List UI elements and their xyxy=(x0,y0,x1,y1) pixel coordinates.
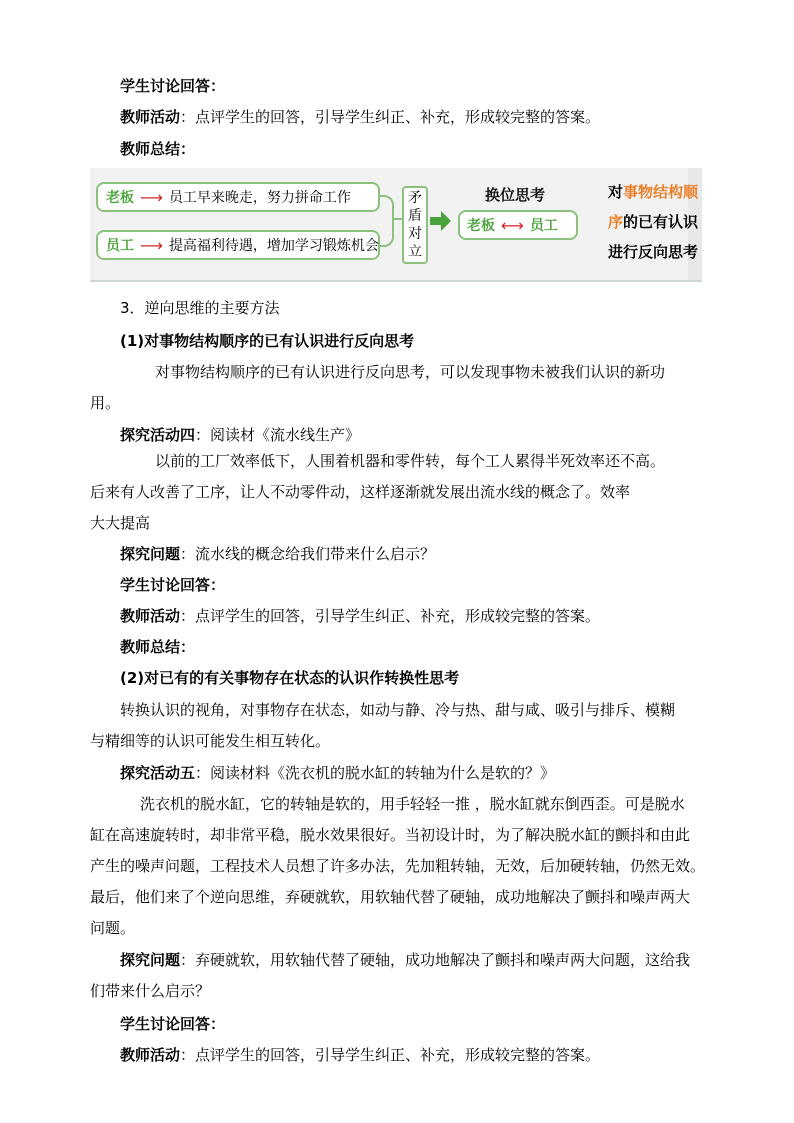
activity5-line xyxy=(120,763,710,783)
bracket-connector xyxy=(378,195,394,247)
activity4-line xyxy=(120,425,710,445)
a4-line3: 大大提高 xyxy=(90,514,151,532)
right-text-1a: 对 xyxy=(608,183,624,201)
activity4-label: 探究活动四 xyxy=(120,426,196,444)
left-right-arrow-icon: ⟷ xyxy=(501,215,524,235)
subheading-1: (1)对事物结构顺序的已有认识进行反向思考 xyxy=(120,332,415,350)
right-text-line-3: 进行反向思考 xyxy=(608,243,699,261)
para2-line1: 转换认识的视角，对事物存在状态，如动与静、冷与热、甜与咸、吸引与排斥、模糊 xyxy=(120,701,676,719)
q4-line xyxy=(120,544,710,564)
conflict-char: 矛 xyxy=(408,190,422,206)
teacher-summary-label-1: 教师总结： xyxy=(120,140,196,158)
boss-demand: 员工早来晚走，努力拼命工作 xyxy=(168,190,351,206)
right-text-line-1 xyxy=(608,181,698,202)
activity4-text: ：阅读材《流水线生产》 xyxy=(195,426,361,444)
student-answer-label-3: 学生讨论回答： xyxy=(120,1015,226,1033)
right-text-2b: 的已有认识 xyxy=(623,213,699,231)
bracket-stem xyxy=(394,218,402,220)
q5-text-1: ：弃硬就软，用软轴代替了硬轴，成功地解决了颤抖和噪声两大问题，这给我 xyxy=(180,951,691,969)
activity5-label: 探究活动五 xyxy=(120,764,196,782)
teacher-activity-text: ：点评学生的回答，引导学生纠正、补充，形成较完整的答案。 xyxy=(180,108,601,126)
teacher-activity-label: 教师活动 xyxy=(120,607,181,625)
right-arrow-icon: ⟶ xyxy=(140,235,163,255)
right-arrow-icon: ⟶ xyxy=(140,187,163,207)
para1-line1: 对事物结构顺序的已有认识进行反向思考，可以发现事物未被我们认识的新功 xyxy=(155,363,666,381)
a5-line5: 问题。 xyxy=(90,919,136,937)
swap-left-label: 老板 xyxy=(467,218,495,234)
teacher-activity-label: 教师活动 xyxy=(120,108,181,126)
para2-line2: 与精细等的认识可能发生相互转化。 xyxy=(90,732,331,750)
employee-row xyxy=(96,230,380,260)
conflict-char: 对 xyxy=(408,226,422,242)
q4-text: ：流水线的概念给我们带来什么启示？ xyxy=(180,545,436,563)
q4-label: 探究问题 xyxy=(120,545,181,563)
q5-line1 xyxy=(120,950,710,970)
subheading-2: (2)对已有的有关事物存在状态的认识作转换性思考 xyxy=(120,669,460,687)
teacher-activity-line-2 xyxy=(120,606,710,626)
swap-right-label: 员工 xyxy=(529,218,558,234)
a5-line3: 产生的噪声问题，工程技术人员想了许多办法，先加粗转轴，无效，后加硬转轴，仍然无效。 xyxy=(90,857,706,875)
conflict-char: 盾 xyxy=(408,208,422,224)
boss-label: 老板 xyxy=(106,190,134,206)
activity5-text: ：阅读材料《洗衣机的脱水缸的转轴为什么是软的？》 xyxy=(195,764,556,782)
para1-line2: 用。 xyxy=(90,394,121,412)
teacher-activity-text: ：点评学生的回答，引导学生纠正、补充，形成较完整的答案。 xyxy=(180,1046,601,1064)
green-arrow-icon xyxy=(430,210,452,232)
student-answer-label-1: 学生讨论回答： xyxy=(120,77,226,95)
section-heading: 3．逆向思维的主要方法 xyxy=(120,299,280,317)
teacher-activity-line-3 xyxy=(120,1045,710,1065)
conflict-box xyxy=(402,186,428,264)
right-text-2a: 序 xyxy=(608,213,624,231)
a5-line2: 缸在高速旋转时，却非常平稳，脱水效果很好。当初设计时，为了解决脱水缸的颤抖和由此 xyxy=(90,826,691,844)
teacher-activity-label: 教师活动 xyxy=(120,1046,181,1064)
a5-line1: 洗衣机的脱水缸，它的转轴是软的，用手轻轻一推 ，脱水缸就东倒西歪。可是脱水 xyxy=(140,795,685,813)
swap-box xyxy=(458,210,578,240)
teacher-activity-line-1 xyxy=(120,107,710,127)
teacher-activity-text: ：点评学生的回答，引导学生纠正、补充，形成较完整的答案。 xyxy=(180,607,601,625)
right-text-1b: 事物结构顺 xyxy=(623,183,699,201)
q5-line2: 们带来什么启示？ xyxy=(90,982,211,1000)
a5-line4: 最后，他们来了个逆向思维，弃硬就软，用软轴代替了硬轴，成功地解决了颤抖和噪声两大 xyxy=(90,888,691,906)
student-answer-label-2: 学生讨论回答： xyxy=(120,576,226,594)
q5-label: 探究问题 xyxy=(120,951,181,969)
teacher-summary-label-2: 教师总结： xyxy=(120,638,196,656)
a4-line2: 后来有人改善了工序，让人不动零件动，这样逐渐就发展出流水线的概念了。效率 xyxy=(90,483,631,501)
swap-title: 换位思考 xyxy=(485,186,546,204)
summary-diagram xyxy=(90,168,702,282)
right-text-line-2 xyxy=(608,211,698,232)
conflict-char: 立 xyxy=(408,244,422,260)
employee-label: 员工 xyxy=(106,238,134,254)
boss-row xyxy=(96,182,380,212)
a4-line1: 以前的工厂效率低下，人围着机器和零件转，每个工人累得半死效率还不高。 xyxy=(155,452,666,470)
employee-demand: 提高福利待遇，增加学习锻炼机会 xyxy=(168,238,379,254)
